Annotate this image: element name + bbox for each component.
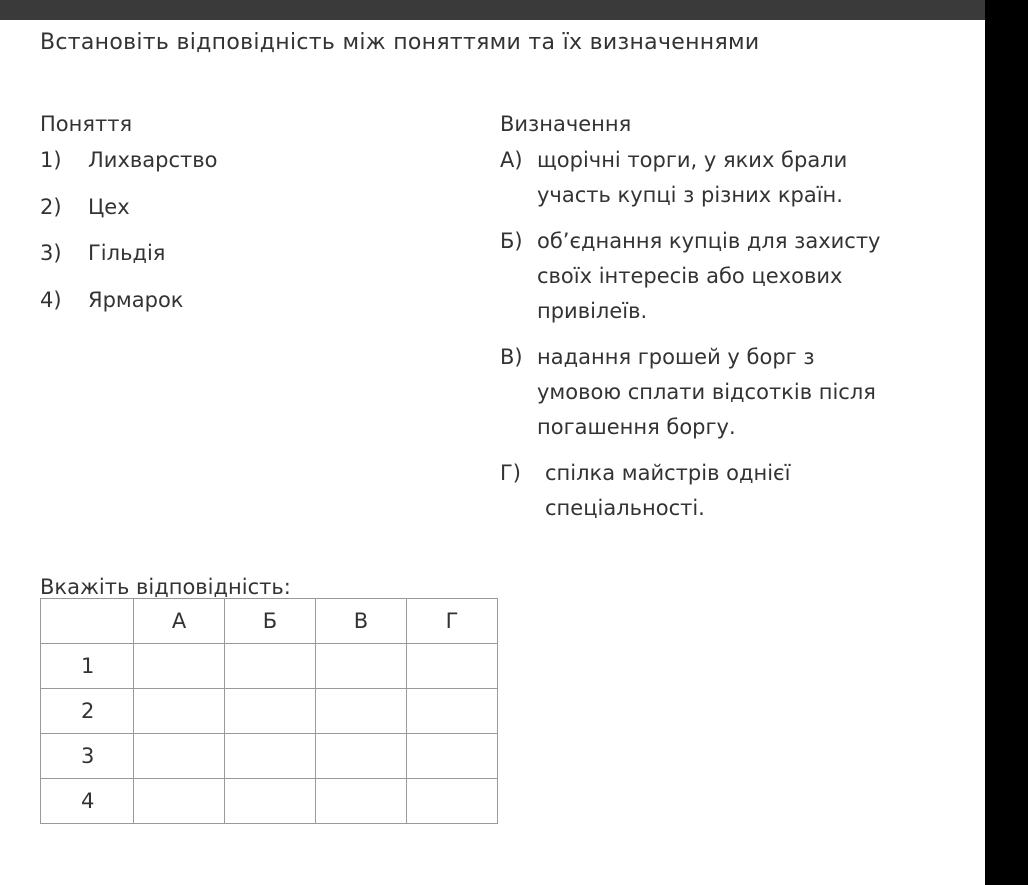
answer-table-row-label: 2 [41,689,134,734]
definition-line: погашення боргу. [537,415,736,439]
answer-cell-2-a[interactable] [134,689,225,734]
answer-table-row-label: 1 [41,644,134,689]
answer-cell-4-a[interactable] [134,779,225,824]
definition-letter: Б) [500,229,523,253]
definition-letter: А) [500,148,523,172]
answer-table-column-header: Г [407,599,498,644]
concept-label: Цех [88,195,130,219]
definition-letter: В) [500,345,523,369]
answer-table-row [41,689,498,734]
definition-item-h [500,456,920,528]
answer-label: Вкажіть відповідність: [40,575,291,599]
concept-number: 2) [40,195,62,219]
answer-table-row [41,644,498,689]
definition-line: спілка майстрів однієї [545,461,791,485]
answer-cell-1-b[interactable] [225,644,316,689]
answer-table-row-label: 4 [41,779,134,824]
answer-cell-1-a[interactable] [134,644,225,689]
answer-cell-4-b[interactable] [225,779,316,824]
answer-cell-3-h[interactable] [407,734,498,779]
answer-table-row [41,779,498,824]
definition-letter: Г) [500,461,521,485]
answer-table-row-label: 3 [41,734,134,779]
answer-table [40,598,498,824]
concept-label: Ярмарок [88,288,184,312]
answer-cell-3-b[interactable] [225,734,316,779]
concept-item-3 [40,241,165,265]
definition-text [537,224,880,329]
definition-line: об’єднання купців для захисту [537,229,881,253]
answer-table-corner-cell [41,599,134,644]
concept-item-4 [40,288,184,312]
concept-label: Лихварство [88,148,218,172]
definition-text [545,456,790,526]
top-bar [0,0,1028,20]
right-edge-band [985,0,1028,885]
task-title: Встановіть відповідність між поняттями та їх визначеннями [40,30,760,55]
answer-cell-1-h[interactable] [407,644,498,689]
definition-line: своїх інтересів або цехових [537,264,843,288]
definition-item-b [500,224,920,332]
answer-cell-2-v[interactable] [316,689,407,734]
definition-line: щорічні торги, у яких брали [537,148,848,172]
concept-item-1 [40,148,217,172]
definition-line: умовою сплати відсотків після [537,380,876,404]
answer-table-column-header: Б [225,599,316,644]
answer-cell-2-h[interactable] [407,689,498,734]
concepts-heading: Поняття [40,112,133,136]
definition-item-v [500,340,920,448]
concept-item-2 [40,195,130,219]
concept-number: 3) [40,241,62,265]
answer-cell-3-v[interactable] [316,734,407,779]
concept-number: 4) [40,288,62,312]
definition-item-a [500,143,920,215]
concept-number: 1) [40,148,62,172]
concept-label: Гільдія [88,241,166,265]
definition-line: участь купці з різних країн. [537,183,843,207]
answer-table-column-header: В [316,599,407,644]
answer-cell-2-b[interactable] [225,689,316,734]
definitions-heading: Визначення [500,112,632,136]
answer-cell-1-v[interactable] [316,644,407,689]
answer-cell-3-a[interactable] [134,734,225,779]
definition-line: спеціальності. [545,496,705,520]
answer-cell-4-v[interactable] [316,779,407,824]
answer-table-header-row [41,599,498,644]
definition-line: надання грошей у борг з [537,345,815,369]
answer-cell-4-h[interactable] [407,779,498,824]
answer-table-row [41,734,498,779]
definition-line: привілеїв. [537,299,648,323]
answer-table-column-header: А [134,599,225,644]
definition-text [537,340,876,445]
definition-text [537,143,847,213]
